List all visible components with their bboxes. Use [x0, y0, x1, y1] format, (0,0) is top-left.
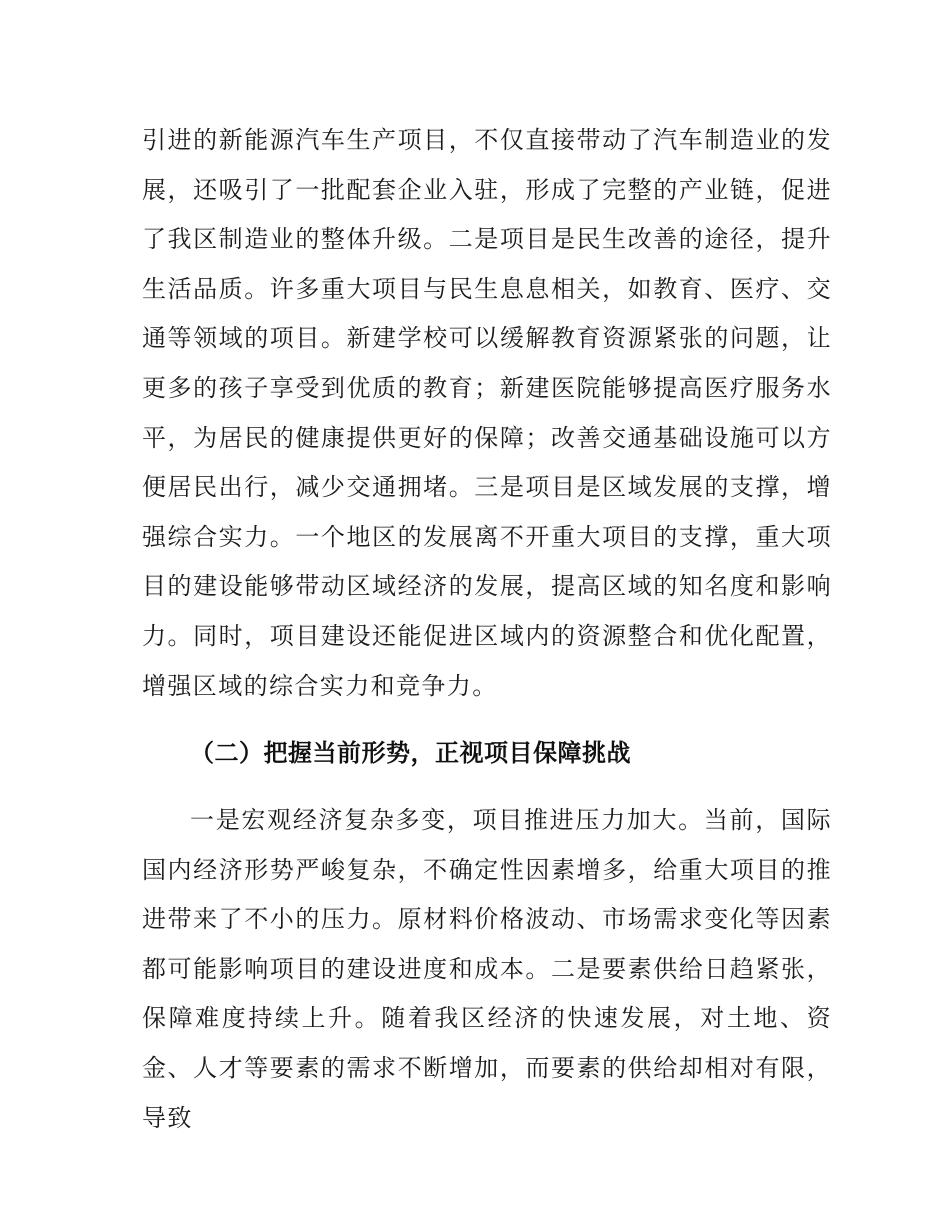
section-heading: （二）把握当前形势，正视项目保障挑战 — [190, 739, 631, 767]
body-paragraph-1: 引进的新能源汽车生产项目，不仅直接带动了汽车制造业的发展，还吸引了一批配套企业入驻，形成了完整的产业链，促进了我区制造业的整体升级。二是项目是民生改善的途径，提升生活品质。许多重大项目与民生息息相关，如教育、医疗、交通等领域的项目。新建学校可以缓解教育资源紧张的问题，让更多的孩子享受到优质的教育；新建医院能够提高医疗服务水平，为居民的健康提供更好的保障；改善交通基础设施可以方便居民出行，减少交通拥堵。三是项目是区域发展的支撑，增强综合实力。一个地区的发展离不开重大项目的支撑，重大项目的建设能够带动区域经济的发展，提高区域的知名度和影响力。同时，项目建设还能促进区域内的资源整合和优化配置，增强区域的综合实力和竞争力。 — [142, 126, 832, 700]
body-paragraph-2: 一是宏观经济复杂多变，项目推进压力加大。当前，国际国内经济形势严峻复杂，不确定性因素增多，给重大项目的推进带来了不小的压力。原材料价格波动、市场需求变化等因素都可能影响项目的建设进度和成本。二是要素供给日趋紧张，保障难度持续上升。随着我区经济的快速发展，对土地、资金、人才等要素的需求不断增加，而要素的供给却相对有限，导致 — [142, 806, 832, 1132]
